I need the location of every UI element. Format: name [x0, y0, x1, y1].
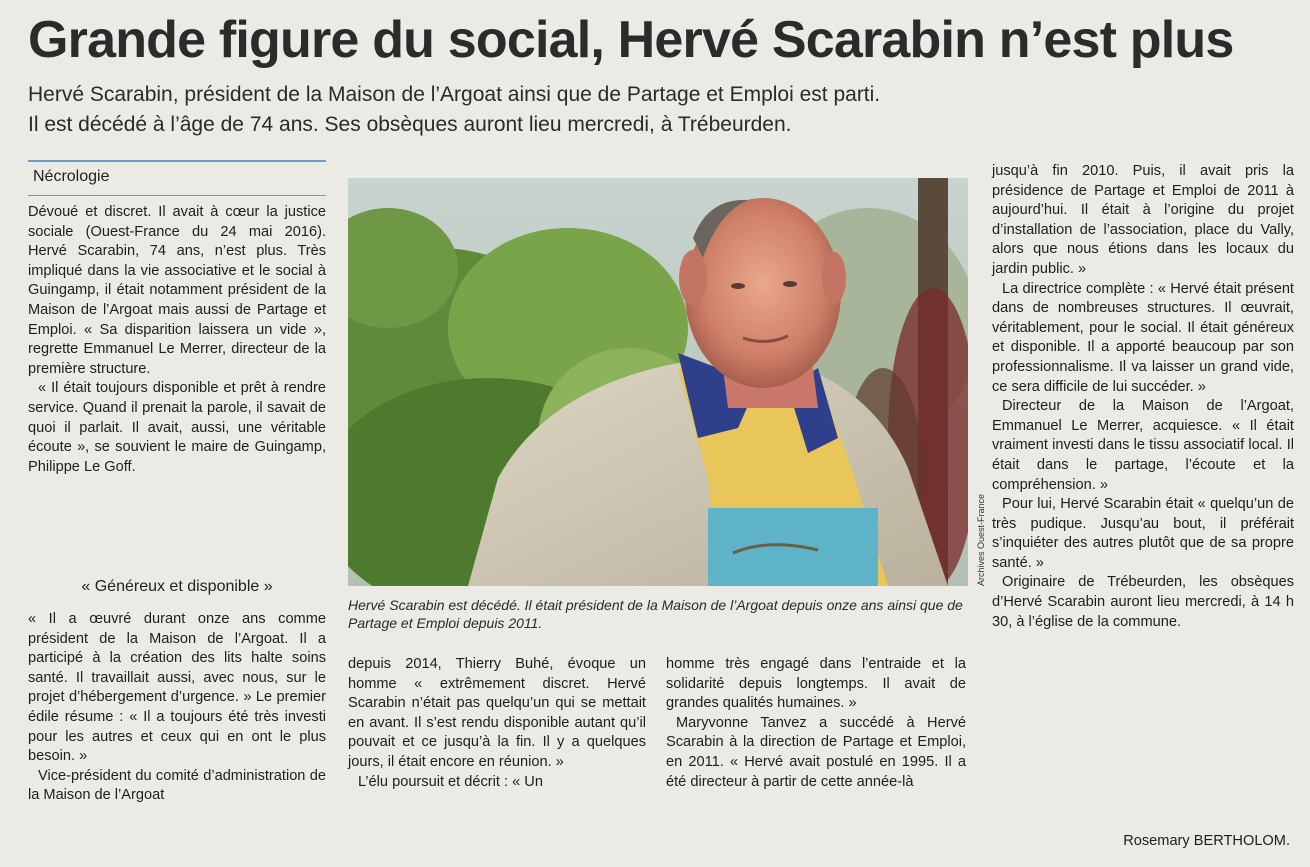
headline: Grande figure du social, Hervé Scarabin n’est plus [28, 11, 1234, 69]
paragraph: depuis 2014, Thierry Buhé, évoque un homme « extrêmement discret. Hervé Scarabin n’était pas quelqu’un qui se mettait en avant. Il s’est rendu disponible autant qu’il pouvait et ce jusqu’à la fin. Il y a quelques jours, il était encore en réunion. » [348, 656, 646, 770]
author-signature: Rosemary BERTHOLOM. [1123, 833, 1290, 849]
photo-credit-text: Archives Ouest-France [976, 493, 986, 586]
kicker-top-rule [28, 160, 326, 162]
kicker-bottom-rule [28, 195, 326, 196]
lead-line-1: Hervé Scarabin, président de la Maison de l’Argoat ainsi que de Partage et Emploi est parti. [28, 83, 881, 106]
article-column-2 [348, 655, 646, 792]
paragraph: jusqu’à fin 2010. Puis, il avait pris la présidence de Partage et Emploi de 2011 à aujourd’hui. Il était à l’origine du projet d’installation de l’association, place du Vally, alors que nous étions dans les locaux du jardin public. » [992, 163, 1294, 277]
paragraph: Originaire de Trébeurden, les obsèques d’Hervé Scarabin auront lieu mercredi, à 14 h 30, à l’église de la commune. [992, 574, 1294, 630]
article-column-3 [666, 655, 966, 792]
paragraph: Directeur de la Maison de l’Argoat, Emmanuel Le Merrer, acquiesce. « Il était vraiment investi dans le tissu associatif local. Il était dans le partage, l’écoute et la compréhension. » [992, 398, 1294, 493]
lead-paragraph [28, 80, 1298, 140]
photo-credit [968, 470, 984, 590]
section-kicker: Nécrologie [33, 168, 110, 185]
photo-caption: Hervé Scarabin est décédé. Il était président de la Maison de l’Argoat depuis onze ans ainsi que de Partage et Emploi depuis 2011. [348, 597, 963, 631]
paragraph: Dévoué et discret. Il avait à cœur la justice sociale (Ouest-France du 24 mai 2016). Hervé Scarabin, 74 ans, n’est plus. Très impliqué dans la vie associative et le social à Guingamp, il était notamment président de la Maison de l’Argoat mais aussi de Partage et Emploi. « Sa disparition laissera un vide », regrette Emmanuel Le Merrer, directeur de la première structure. [28, 204, 326, 377]
paragraph: « Il était toujours disponible et prêt à rendre service. Quand il prenait la parole, il savait de quoi il parlait. Il avait, aussi, une véritable écoute », se souvient le maire de Guingamp, Philippe Le Goff. [28, 380, 326, 475]
subheading: « Généreux et disponible » [81, 578, 273, 595]
paragraph: homme très engagé dans l’entraide et la solidarité depuis longtemps. Il avait de grandes qualités humaines. » [666, 656, 966, 712]
article-column-1 [28, 203, 326, 477]
article-column-4 [992, 162, 1294, 632]
paragraph: Maryvonne Tanvez a succédé à Hervé Scarabin à la direction de Partage et Emploi, en 2011. « Hervé avait postulé en 1995. Il a été directeur à partir de cette année-là [666, 714, 966, 790]
paragraph: Pour lui, Hervé Scarabin était « quelqu’un de très pudique. Jusqu’au bout, il préférait s’inquiéter des autres plutôt que de sa propre santé. » [992, 496, 1294, 571]
paragraph: Vice-président du comité d’administration de la Maison de l’Argoat [28, 767, 326, 804]
article-column-1-continued [28, 610, 326, 806]
portrait-photo [348, 178, 968, 586]
lead-line-2: Il est décédé à l’âge de 74 ans. Ses obsèques auront lieu mercredi, à Trébeurden. [28, 113, 792, 136]
paragraph: « Il a œuvré durant onze ans comme président de la Maison de l’Argoat. Il a participé à la création des lits halte soins santé. Il travaillait aussi, avec nous, sur le projet d’hébergement d’urgence. » Le premier édile résume : « Il a toujours été très investi pour les autres et ceux qui en ont le plus besoin. » [28, 611, 326, 765]
paragraph: La directrice complète : « Hervé était présent dans de nombreuses structures. Il œuvrait, véritablement, pour le social. Il était généreux et disponible. Il a apporté beaucoup par son professionnalisme. Il va laisser un grand vide, ce sera difficile de lui succéder. » [992, 280, 1294, 395]
paragraph: L’élu poursuit et décrit : « Un [358, 773, 543, 790]
